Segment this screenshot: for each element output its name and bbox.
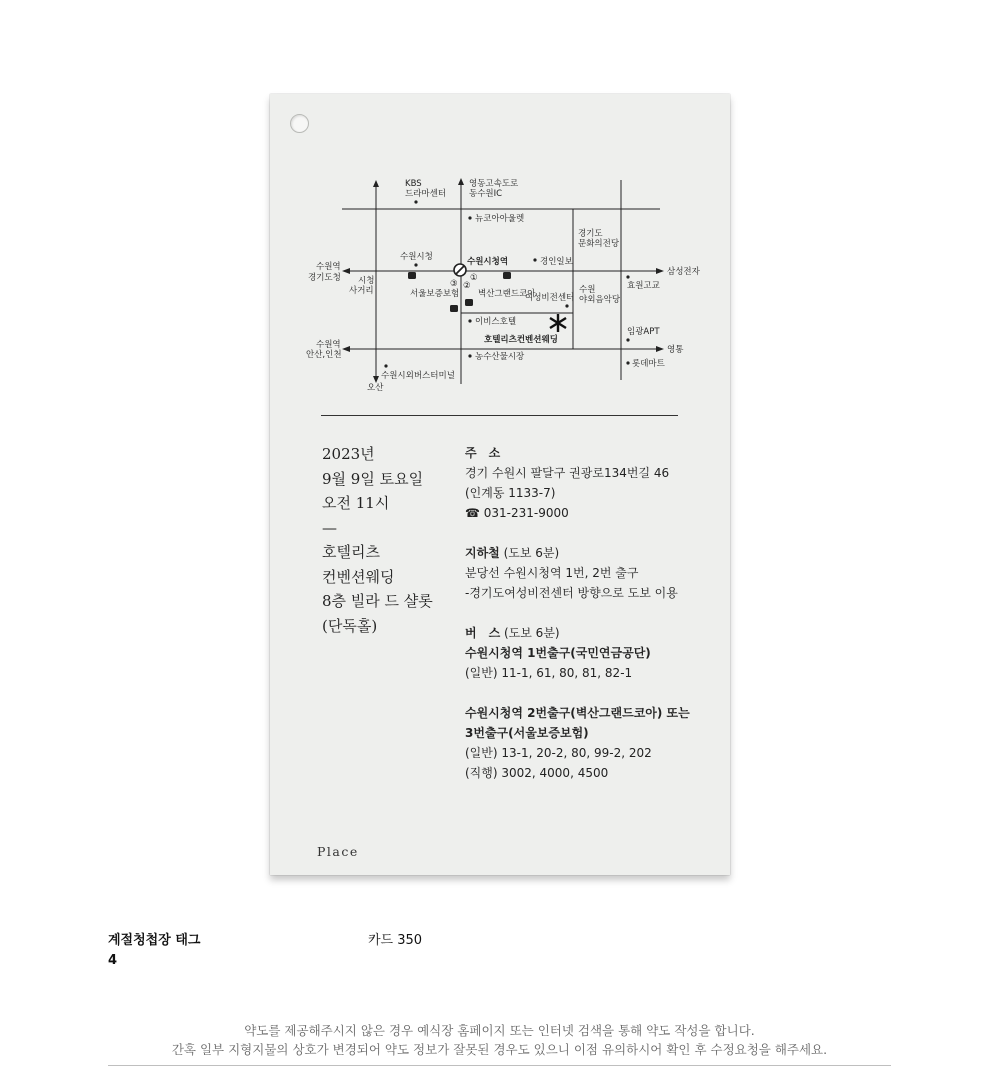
map-label-ansan-incheon: 안산,인천 xyxy=(306,350,342,360)
map-label-city-hall-intersection-1: 시청 xyxy=(358,276,375,286)
venue-hall: 8층 빌라 드 샬롯 xyxy=(322,592,433,610)
map-label-kyungin-ilbo: 경인일보 xyxy=(540,257,573,267)
address-title: 주 소 xyxy=(465,446,501,460)
event-date: 9월 9일 토요일 xyxy=(322,469,424,488)
map-label-suwon-city-hall: 수원시청 xyxy=(400,252,433,262)
section-divider xyxy=(321,415,678,416)
map-label-osan: 오산 xyxy=(367,383,384,393)
map-label-seoul-guarantee: 서울보증보험 xyxy=(410,289,460,299)
bus-exit-1: 수원시청역 1번출구(국민연금공단) xyxy=(465,646,651,660)
subway-line-2: -경기도여성비전센터 방향으로 도보 이용 xyxy=(465,586,678,600)
venue-marker-icon xyxy=(550,314,566,332)
bus-title: 버 스 xyxy=(465,626,501,640)
location-map xyxy=(270,94,730,404)
map-label-lotte-mart: 롯데마트 xyxy=(632,359,665,369)
map-label-yeongtong: 영통 xyxy=(667,345,684,355)
map-label-exit-1: ① xyxy=(470,273,478,283)
bus-exit-2-express: (직행) 3002, 4000, 4500 xyxy=(465,766,609,780)
subway-station-icon xyxy=(454,264,466,276)
map-notice xyxy=(108,1021,891,1059)
place-label: Place xyxy=(317,844,359,859)
map-label-bus-terminal: 수원시외버스터미널 xyxy=(381,371,455,381)
bus-exit-1-routes: (일반) 11-1, 61, 80, 81, 82-1 xyxy=(465,666,633,680)
map-label-yeongdong-expressway: 영동고속도로 xyxy=(469,179,519,189)
map-label-suwon-city-hall-station: 수원시청역 xyxy=(467,257,509,267)
map-label-hyowon-high: 효원고교 xyxy=(627,281,660,291)
map-label-suwon-outdoor-2: 야외음악당 xyxy=(579,295,621,305)
venue-name-1: 호텔리츠 xyxy=(322,543,380,561)
subway-time: (도보 6분) xyxy=(499,546,560,560)
bus-exit-2-routes: (일반) 13-1, 20-2, 80, 99-2, 202 xyxy=(465,746,652,760)
venue-name-2: 컨벤션웨딩 xyxy=(322,567,395,586)
map-label-kbs: KBS xyxy=(405,179,422,189)
product-spec: 카드 350 xyxy=(368,933,423,948)
notice-line-2: 간혹 일부 지형지물의 상호가 변경되어 약도 정보가 잘못된 경우도 있으니 이점 유의하시어 확인 후 수정요청을 해주세요. xyxy=(171,1042,828,1057)
notice-line-1: 약도를 제공해주시지 않은 경우 예식장 홈페이지 또는 인터넷 검색을 통해 약도 작성을 합니다. xyxy=(244,1023,755,1038)
product-title: 계절청첩장 태그 xyxy=(108,933,201,948)
map-label-exit-2: ② xyxy=(463,281,471,291)
venue-hall-note: (단독홀) xyxy=(322,616,378,635)
map-label-ibis-hotel: 이비스호텔 xyxy=(475,317,517,327)
map-label-women-vision-center: 여성비전센터 xyxy=(525,293,575,303)
subway-title: 지하철 xyxy=(465,546,500,560)
map-label-suwon-station-2: 수원역 xyxy=(316,340,341,350)
directions-info xyxy=(465,443,723,783)
subway-heading xyxy=(465,543,723,563)
map-label-byuksan-grand-core: 벽산그랜드코아 xyxy=(478,289,536,299)
bus-exit-2a: 수원시청역 2번출구(벽산그랜드코아) 또는 xyxy=(465,706,690,720)
subway-line-1: 분당선 수원시청역 1번, 2번 출구 xyxy=(465,566,639,580)
phone-number: ☎ 031-231-9000 xyxy=(465,506,569,520)
map-label-dongsuwon-ic: 동수원IC xyxy=(469,189,503,199)
footer-divider xyxy=(108,1065,891,1066)
map-label-culture-hall: 문화의전당 xyxy=(578,239,620,249)
map-label-exit-3: ③ xyxy=(450,279,458,289)
address-line-2: (인계동 1133-7) xyxy=(465,486,556,500)
event-year: 2023년 xyxy=(322,445,375,463)
map-label-gyeonggi-provincial-office: 경기도청 xyxy=(308,273,341,283)
address-line-1: 경기 수원시 팔달구 권광로134번길 46 xyxy=(465,466,670,480)
map-label-kbs-drama: 드라마센터 xyxy=(405,189,447,199)
map-label-gyeonggido: 경기도 xyxy=(578,229,603,239)
map-label-suwon-station-1: 수원역 xyxy=(316,262,341,272)
map-label-newcore: 뉴코아아울렛 xyxy=(475,214,525,224)
map-label-venue: 호텔리츠컨벤션웨딩 xyxy=(484,335,558,345)
event-dash: — xyxy=(322,518,337,537)
bus-heading xyxy=(465,623,723,643)
product-number: 4 xyxy=(108,953,118,968)
map-label-imgwang-apt: 임광APT xyxy=(627,327,660,337)
event-details xyxy=(322,442,472,638)
bus-exit-2b: 3번출구(서울보증보험) xyxy=(465,726,589,740)
map-label-samsung: 삼성전자 xyxy=(667,267,700,277)
map-label-city-hall-intersection-2: 사거리 xyxy=(349,286,374,296)
place-tag-card xyxy=(270,94,730,875)
map-label-agri-market: 농수산물시장 xyxy=(475,352,525,362)
bus-time: (도보 6분) xyxy=(500,626,560,640)
map-label-suwon-outdoor-1: 수원 xyxy=(579,285,596,295)
event-time: 오전 11시 xyxy=(322,494,390,512)
